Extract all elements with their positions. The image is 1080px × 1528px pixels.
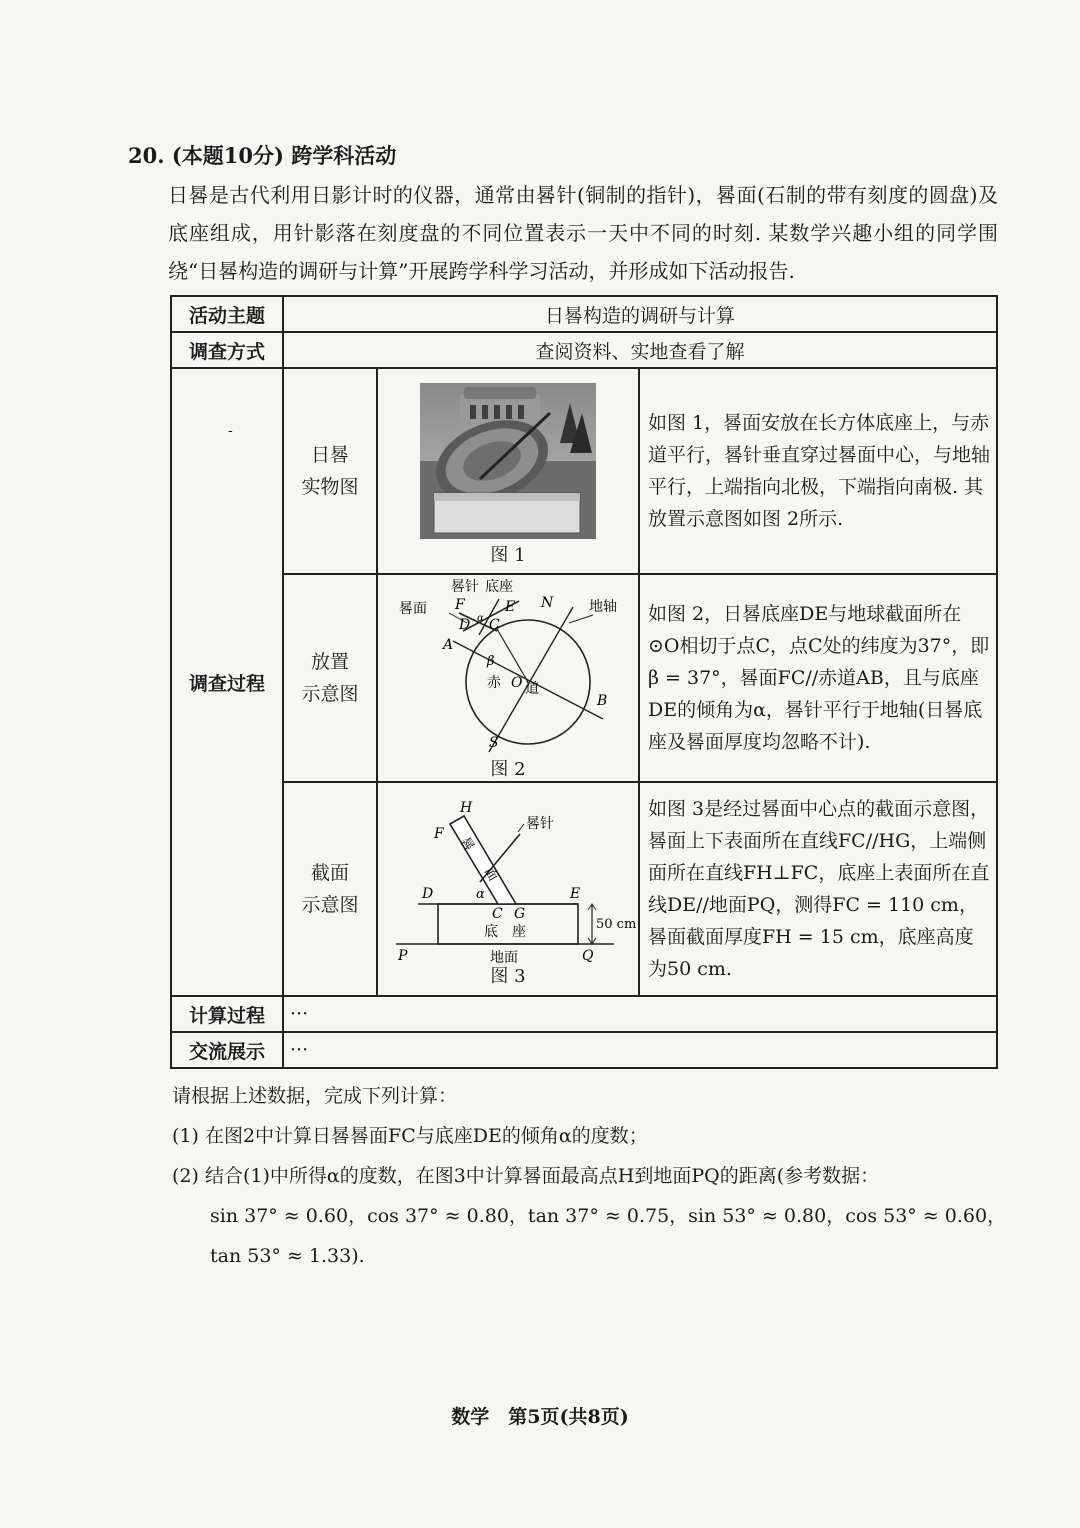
- page-footer: 数学 第5页(共8页): [451, 1406, 629, 1428]
- fig3-ground-label: 地面: [490, 950, 518, 966]
- figure2-caption: 图 2: [490, 759, 526, 780]
- activity-report-table: [170, 295, 998, 1069]
- fig2-point-B: B: [597, 693, 608, 709]
- earth-axis-line: [489, 607, 573, 752]
- share-label: 交流展示: [171, 1032, 283, 1068]
- fig2-point-E: E: [505, 599, 516, 615]
- process-label-cell: [171, 368, 283, 996]
- fig2-alpha: α: [477, 613, 484, 624]
- fig3-point-C: C: [492, 906, 503, 922]
- calc-value: ···: [283, 996, 997, 1032]
- fig3-point-G: G: [514, 906, 526, 922]
- row1-label-line1: 日晷: [310, 444, 349, 466]
- fig2-equator-label-2: 道: [525, 681, 539, 697]
- fig2-point-A: A: [443, 637, 454, 653]
- fig2-point-F: F: [455, 597, 465, 613]
- row2-label-line1: 放置: [310, 651, 349, 673]
- fig2-point-C: C: [489, 617, 500, 633]
- figure2-cell: [377, 574, 639, 782]
- question-part-1: (1) 在图2中计算日晷晷面FC与底座DE的倾角α的度数；: [172, 1125, 648, 1147]
- stray-mark: -: [228, 423, 233, 439]
- sundial-photo: [420, 383, 596, 539]
- fig3-point-F: F: [434, 826, 444, 842]
- fig3-point-P: P: [398, 948, 408, 964]
- method-label: 调查方式: [171, 332, 283, 368]
- row1-label-line2: 实物图: [301, 476, 359, 498]
- equator-line: [453, 641, 603, 719]
- instructions-lead: 请根据上述数据，完成下列计算：: [172, 1085, 458, 1107]
- fig2-base-label: 底座: [485, 579, 513, 595]
- cross-section-diagram: [388, 794, 637, 970]
- reference-data: sin 37° ≈ 0.60，cos 37° ≈ 0.80，tan 37° ≈ 0.75，sin 53° ≈ 0.80，cos 53° ≈ 0.60，tan 53° ≈ 1.33).: [210, 1205, 1007, 1267]
- fig3-point-E: E: [570, 886, 581, 902]
- figure3-caption: 图 3: [490, 966, 526, 987]
- fig2-point-N: N: [541, 595, 554, 611]
- row2-label: [283, 574, 377, 782]
- question-part-2: (2) 结合(1)中所得α的度数，在图3中计算晷面最高点H到地面PQ的距离(参考数据：: [172, 1165, 880, 1187]
- question-intro: 日晷是古代利用日影计时的仪器，通常由晷针(铜制的指针)，晷面(石制的带有刻度的圆盘)及底座组成，用针影落在刻度盘的不同位置表示一天中不同的时刻. 某数学兴趣小组的同学围绕“日晷构造的调研与计算”开展跨学科学习活动，并形成如下活动报告.: [168, 183, 998, 283]
- row1-description: 如图 1，晷面安放在长方体底座上，与赤道平行，晷针垂直穿过晷面中心，与地轴平行，上端指向北极，下端指向南极. 其放置示意图如图 2所示.: [639, 368, 997, 574]
- fig2-beta: β: [487, 654, 495, 669]
- fig3-point-H: H: [460, 800, 473, 816]
- row2-description: 如图 2，日晷底座DE与地球截面所在⊙O相切于点C，点C处的纬度为37°，即β = 37°，晷面FC//赤道AB，且与底座DE的倾角为α，晷针平行于地轴(日晷底座及晷面厚度均忽略不计).: [639, 574, 997, 782]
- row1-label: [283, 368, 377, 574]
- row3-label: [283, 782, 377, 996]
- row3-description: 如图 3是经过晷面中心点的截面示意图，晷面上下表面所在直线FC//HG，上端侧面所在直线FH⊥FC，底座上表面所在直线DE//地面PQ，测得FC = 110 cm，晷面截面厚度FH = 15 cm，底座高度为50 cm.: [639, 782, 997, 996]
- fig2-axis-label: 地轴: [589, 599, 617, 615]
- fig3-height-label: 50 cm: [596, 917, 637, 932]
- row3-label-line2: 示意图: [301, 894, 359, 916]
- fig3-alpha: α: [476, 887, 485, 902]
- calc-label: 计算过程: [171, 996, 283, 1032]
- figure3-cell: [377, 782, 639, 996]
- figure1-caption: 图 1: [490, 545, 526, 566]
- fig2-face-label: 晷面: [399, 601, 427, 617]
- fig2-equator-label-1: 赤: [487, 675, 501, 691]
- fig2-point-D: D: [459, 617, 471, 633]
- fig3-point-D: D: [422, 886, 434, 902]
- fig3-face-label-1: 晷: [457, 835, 477, 854]
- row3-label-line1: 截面: [310, 862, 349, 884]
- fig3-face-label-2: 面: [481, 865, 501, 884]
- figure1-cell: [377, 368, 639, 574]
- fig3-point-Q: Q: [582, 948, 594, 964]
- process-label: 调查过程: [188, 672, 265, 695]
- fig2-point-O: O: [511, 675, 523, 691]
- topic-label: 活动主题: [171, 296, 283, 332]
- fig2-gnomon-label: 晷针: [451, 579, 479, 595]
- row2-label-line2: 示意图: [301, 683, 359, 705]
- topic-value: 日晷构造的调研与计算: [283, 296, 997, 332]
- placement-diagram: [393, 577, 623, 753]
- fig2-point-S: S: [489, 735, 499, 751]
- question-header: 20. (本题10分) 跨学科活动: [128, 143, 397, 168]
- method-value: 查阅资料、实地查看了解: [283, 332, 997, 368]
- fig3-gnomon-label: 晷针: [526, 816, 554, 832]
- fig3-base-label: 底 座: [484, 924, 526, 940]
- share-value: ···: [283, 1032, 997, 1068]
- instructions-block: [172, 1076, 1012, 1276]
